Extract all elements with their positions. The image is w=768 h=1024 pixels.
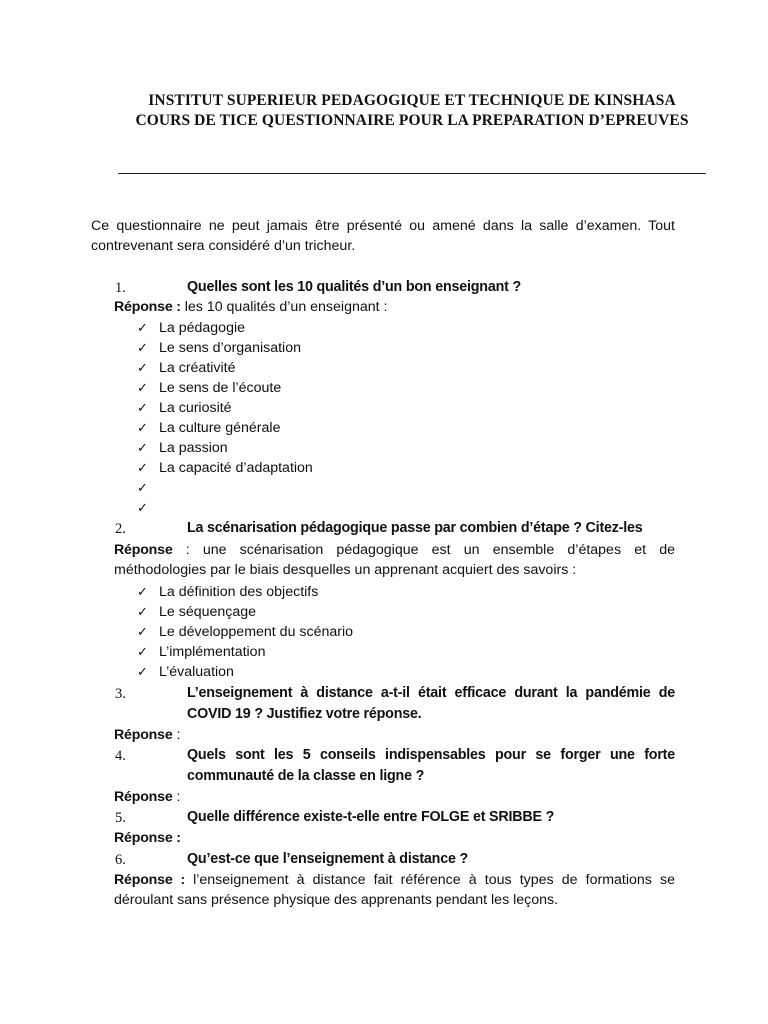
question-text: Quels sont les 5 conseils indispensables pour se forger une forte communauté de la classe en ligne ?: [187, 747, 675, 784]
check-icon: ✓: [137, 645, 148, 660]
question-number: 5.: [115, 810, 126, 826]
question-text: La scénarisation pédagogique passe par combien d’étape ? Citez-les: [187, 520, 643, 536]
response-text: les 10 qualités d’un enseignant :: [180, 299, 388, 315]
list-item: ✓ La créativité: [137, 358, 313, 378]
check-icon: ✓: [137, 461, 148, 476]
list-item: ✓ La capacité d’adaptation: [137, 458, 313, 478]
check-icon: ✓: [137, 381, 148, 396]
list-item: ✓ Le développement du scénario: [137, 622, 353, 642]
response: [114, 828, 675, 848]
check-icon: ✓: [137, 605, 148, 620]
check-icon: ✓: [137, 501, 148, 516]
header-divider: [118, 173, 706, 174]
checklist: [137, 318, 313, 518]
check-icon: ✓: [137, 421, 148, 436]
question-text: Quelle différence existe-t-elle entre FOLGE et SRIBBE ?: [187, 809, 555, 825]
response-label: Réponse :: [114, 299, 181, 315]
check-icon: ✓: [137, 321, 148, 336]
question-text: Quelles sont les 10 qualités d’un bon enseignant ?: [187, 279, 521, 295]
response: [114, 540, 675, 580]
response-text: : une scénarisation pédagogique est un ensemble d’étapes et de méthodologies par le biais desquelles un apprenant acquiert des savoirs :: [114, 542, 675, 578]
list-item: ✓ L’évaluation: [137, 662, 353, 682]
check-icon: ✓: [137, 401, 148, 416]
response-label: Réponse: [114, 727, 173, 743]
response: [114, 725, 675, 745]
list-item: ✓ La pédagogie: [137, 318, 313, 338]
list-item: [137, 478, 313, 498]
question-number: 6.: [115, 852, 126, 868]
check-icon: ✓: [137, 441, 148, 456]
check-icon: ✓: [137, 341, 148, 356]
question-number: 3.: [115, 686, 126, 702]
response-text: :: [172, 727, 181, 743]
course-title: COURS DE TICE QUESTIONNAIRE POUR LA PREPARATION D’EPREUVES: [135, 111, 689, 129]
check-icon: ✓: [137, 481, 148, 496]
response: [114, 787, 675, 807]
list-item: ✓ La définition des objectifs: [137, 582, 353, 602]
list-item: ✓ Le sens de l’écoute: [137, 378, 313, 398]
list-item: ✓ L’implémentation: [137, 642, 353, 662]
response-text: :: [172, 789, 181, 805]
response-text: l’enseignement à distance fait référence à tous types de formations se déroulant sans présence physique des apprenants pendant les leçons.: [114, 872, 675, 908]
question-number: 4.: [115, 748, 126, 764]
document-header: [118, 91, 706, 130]
question-number: 2.: [115, 521, 126, 537]
response: [114, 297, 675, 317]
response-label: Réponse: [114, 542, 173, 558]
institution-title: INSTITUT SUPERIEUR PEDAGOGIQUE ET TECHNIQUE DE KINSHASA: [148, 92, 676, 109]
intro-paragraph: Ce questionnaire ne peut jamais être présenté ou amené dans la salle d’examen. Tout contrevenant sera considéré d’un tricheur.: [91, 218, 675, 254]
response-label: Réponse :: [114, 872, 185, 888]
check-icon: ✓: [137, 665, 148, 680]
list-item: ✓ La culture générale: [137, 418, 313, 438]
checklist: [137, 582, 353, 682]
check-icon: ✓: [137, 361, 148, 376]
list-item: ✓ Le séquençage: [137, 602, 353, 622]
question-text: Qu’est-ce que l’enseignement à distance ?: [187, 851, 468, 867]
check-icon: ✓: [137, 625, 148, 640]
list-item: ✓ La passion: [137, 438, 313, 458]
question-text: L’enseignement à distance a-t-il était efficace durant la pandémie de COVID 19 ? Justifiez votre réponse.: [187, 685, 675, 722]
question-number: 1.: [115, 280, 126, 296]
check-icon: ✓: [137, 585, 148, 600]
list-item: ✓ Le sens d’organisation: [137, 338, 313, 358]
list-item: ✓ La curiosité: [137, 398, 313, 418]
response-label: Réponse: [114, 789, 173, 805]
list-item: [137, 498, 313, 518]
response: [114, 870, 675, 910]
response-label: Réponse :: [114, 830, 181, 846]
